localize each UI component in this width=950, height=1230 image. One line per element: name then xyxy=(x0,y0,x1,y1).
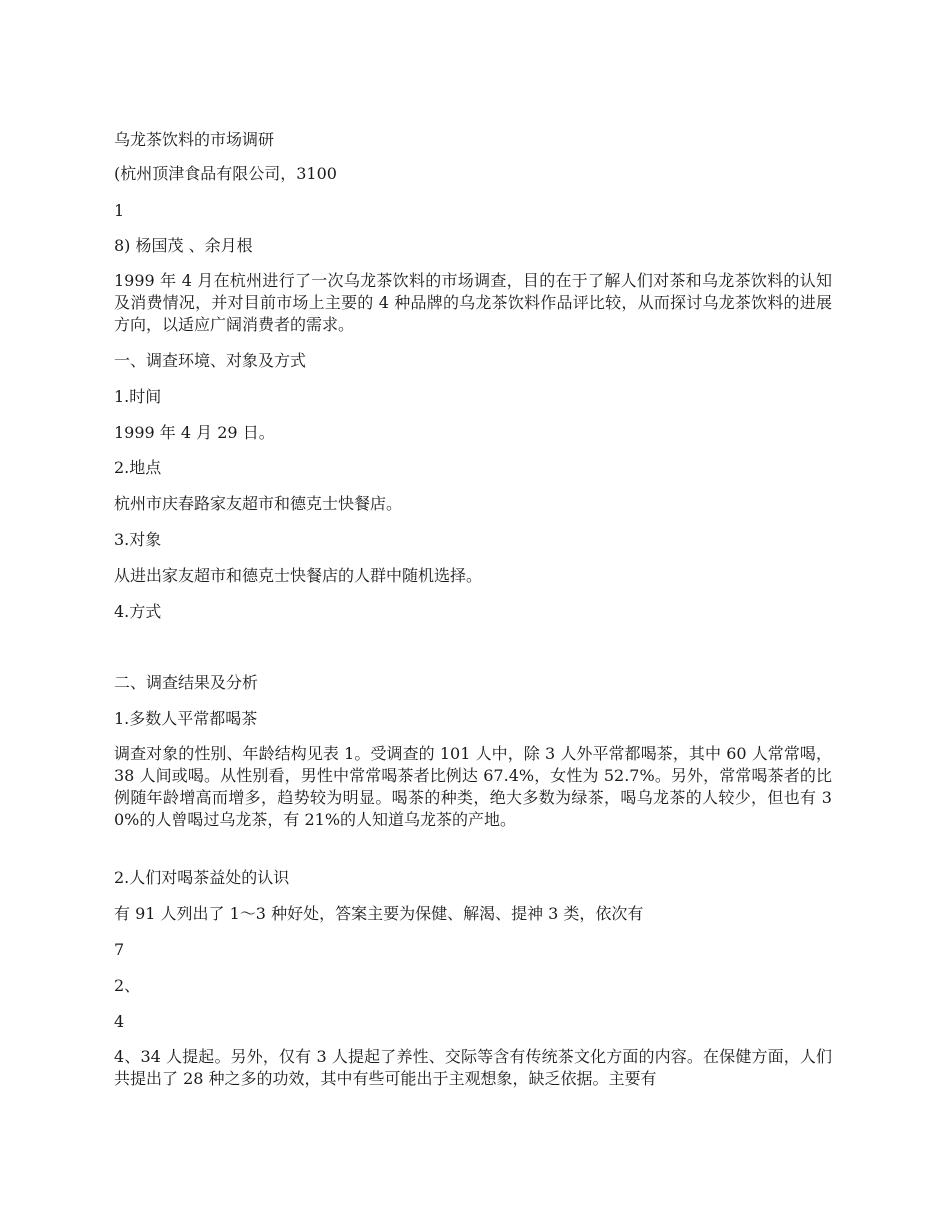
authors-line: 8) 杨国茂 、余月根 xyxy=(114,236,253,255)
item-heading-subjects: 3.对象 xyxy=(114,530,162,549)
result-paragraph-benefits: 有 91 人列出了 1～3 种好处，答案主要为保健、解渴、提神 3 类，依次有 xyxy=(114,904,644,923)
section-heading-results: 二、调查结果及分析 xyxy=(114,673,259,692)
intro-paragraph: 1999 年 4 月在杭州进行了一次乌龙茶饮料的市场调查，目的在于了解人们对茶和乌龙茶饮料的认知及消费情况，并对目前市场上主要的 4 种品牌的乌龙茶饮料作品评比较，从而探讨乌龙茶饮料的进展方向，以适应广阔消费者的需求。 xyxy=(114,271,832,334)
result-paragraph-benefits-continued: 4、34 人提起。另外，仅有 3 人提起了养性、交际等含有传统茶文化方面的内容。在保健方面，人们共提出了 28 种之多的功效，其中有些可能出于主观想象，缺乏依据。主要有 xyxy=(114,1047,832,1088)
result-heading-drinking: 1.多数人平常都喝茶 xyxy=(114,709,258,728)
document-title: 乌龙茶饮料的市场调研 xyxy=(114,130,275,149)
item-text-subjects: 从进出家友超市和德克士快餐店的人群中随机选择。 xyxy=(114,566,483,585)
section-heading-methods: 一、调查环境、对象及方式 xyxy=(114,351,307,370)
affiliation-line: (杭州顶津食品有限公司，3100 xyxy=(114,164,337,183)
item-heading-method: 4.方式 xyxy=(114,602,162,621)
fragment-line: 4 xyxy=(114,1012,125,1031)
fragment-line: 2、 xyxy=(114,976,141,995)
item-text-location: 杭州市庆春路家友超市和德克士快餐店。 xyxy=(114,494,403,513)
result-paragraph-drinking: 调查对象的性别、年龄结构见表 1。受调查的 101 人中，除 3 人外平常都喝茶，其中 60 人常常喝，38 人间或喝。从性别看，男性中常常喝茶者比例达 67.4%，女性为 52.7%。另外，常常喝茶者的比例随年龄增高而增多，趋势较为明显。喝茶的种类，绝大多数为绿茶，喝乌龙茶的人较少，但也有 30%的人曾喝过乌龙茶，有 21%的人知道乌龙茶的产地。 xyxy=(114,744,832,829)
item-heading-location: 2.地点 xyxy=(114,458,162,477)
result-heading-benefits: 2.人们对喝茶益处的认识 xyxy=(114,868,290,887)
affiliation-continuation: 1 xyxy=(114,201,125,220)
item-heading-time: 1.时间 xyxy=(114,387,162,406)
item-text-time: 1999 年 4 月 29 日。 xyxy=(114,423,275,442)
fragment-line: 7 xyxy=(114,940,125,959)
